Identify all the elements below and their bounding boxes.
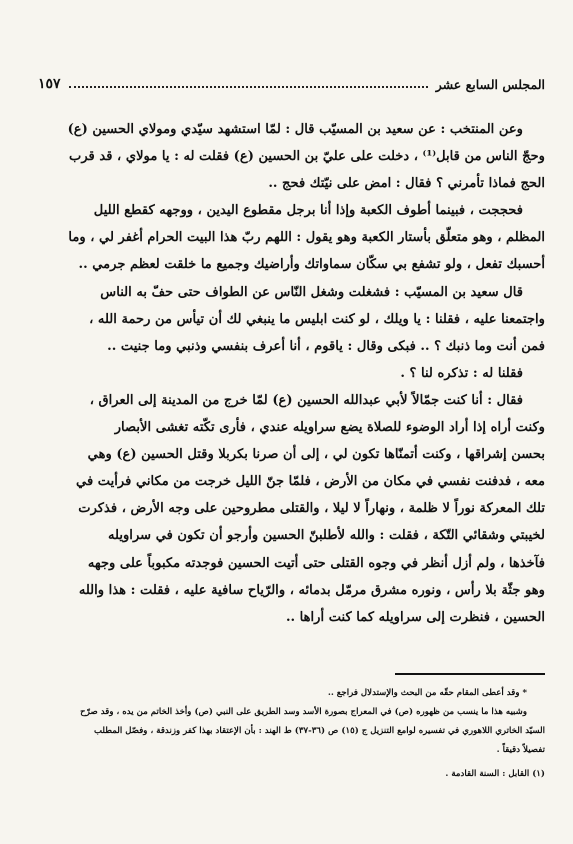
footnote-line: تفصيلاً دقيقاً . xyxy=(496,745,545,755)
text-line: قال سعيد بن المسيّب : فشغلت وشغل النّاس عن الطواف حتى حفّ به الناس xyxy=(100,284,523,300)
text-line: فقال : أنا كنت جمّالاً لأبي عبدالله الحسين (ع) لمّا خرج من المدينة إلى العراق ، xyxy=(89,392,523,408)
text-line: فحججت ، فبينما أطوف الكعبة وإذا أنا برجل مقطوع اليدين ، ووجهه كقطع الليل xyxy=(93,203,523,219)
running-header xyxy=(38,76,545,92)
text-line: وحجّ الناس من قابل⁽¹⁾ ، دخلت على عليّ بن الحسين (ع) فقلت له : يا مولاي ، قد قرب xyxy=(69,149,545,165)
book-page xyxy=(38,0,545,844)
text-line: الحج فماذا تأمرني ؟ فقال : امض على نيّتك فحج .. xyxy=(268,176,545,192)
footnotes xyxy=(38,684,545,784)
text-line: وكنت أراه إذا أراد الوضوء للصلاة يضع سراويله عندي ، فأرى تكّته تغشى الأبصار xyxy=(114,420,545,436)
main-text xyxy=(38,116,545,631)
footnote-line: (١) القابل : السنة القادمة . xyxy=(445,769,545,779)
text-line: واجتمعنا عليه ، فقلنا : يا ويلك ، لو كنت ابليس ما ينبغي لك أن تيأس من رحمة الله ، xyxy=(89,311,545,327)
text-line: المظلم ، وهو متعلّق بأستار الكعبة وهو يقول : اللهم ربّ هذا البيت الحرام أغفر لي ، وما xyxy=(68,230,545,246)
text-line: أحسبك تفعل ، ولو تشفع بي سكّان سماواتك وأراضيك وجميع ما خلقت لعظم جرمي .. xyxy=(78,257,545,273)
footnote-line: وشبيه هذا ما ينسب من ظهوره (ص) في المعراج بصورة الأسد وسد الطريق على النبي (ص) وأخذ الخاتم من يده ، وقد صرّح xyxy=(80,707,527,717)
text-line: وعن المنتخب : عن سعيد بن المسيّب قال : لمّا استشهد سيّدي ومولاي الحسين (ع) xyxy=(67,122,523,137)
text-line: فقلنا له : تذكره لنا ؟ . xyxy=(400,365,523,381)
chapter-title: المجلس السابع عشر xyxy=(435,76,545,92)
page-number: ١٥٧ xyxy=(38,76,61,92)
footnote-separator xyxy=(395,673,545,675)
footnote-line: السيّد الخاتري اللاهوري في تفسيره لوامع التنزيل ج (١٥) ص (٣٦-٣٧) ط الهند : بأن الإعتقاد بهذا كفر وزندقة ، وفصّل المطلب xyxy=(93,726,545,736)
text-line: وهو جثّة بلا رأس ، ونوره مشرق مرمّل بدمائه ، والرّياح سافية عليه ، فقلت : هذا والله xyxy=(78,582,545,598)
text-line: لخيبتي وشقائي التّكة ، فقلت : والله لأطلبنّ الحسين وأرجو أن تكون في سراويله xyxy=(107,528,545,544)
leader-dots xyxy=(69,86,428,88)
text-line: تلك المعركة نوراً لا ظلمة ، ونهاراً لا ليلا ، والقتلى مطروحين على وجه الأرض ، فذكرت xyxy=(78,501,545,517)
footnote-line: * وقد أعطى المقام حقّه من البحث والإستدلال فراجع .. xyxy=(327,688,527,698)
text-line: فآخذها ، ولم أزل أنظر في وجوه القتلى حتى أتيت الحسين فوجدته مكبوباً على وجهه xyxy=(87,555,545,571)
text-line: معه ، فدفنت نفسي في مكان من الأرض ، فلمّا جنّ الليل خرجت من مكاني فرأيت في xyxy=(76,474,545,490)
text-line: الحسين ، فنظرت إلى سراويله كما كنت أراها .. xyxy=(285,609,545,625)
text-line: فمن أنت وما ذنبك ؟ .. فبكى وقال : ياقوم ، أنا أعرف بنفسي وذنبي وما جنيت .. xyxy=(107,338,545,354)
text-line: بحسن إشراقها ، وكنت أتمنّاها تكون لي ، إلى أن صرنا بكربلا وقتل الحسين (ع) وهي xyxy=(87,447,545,463)
